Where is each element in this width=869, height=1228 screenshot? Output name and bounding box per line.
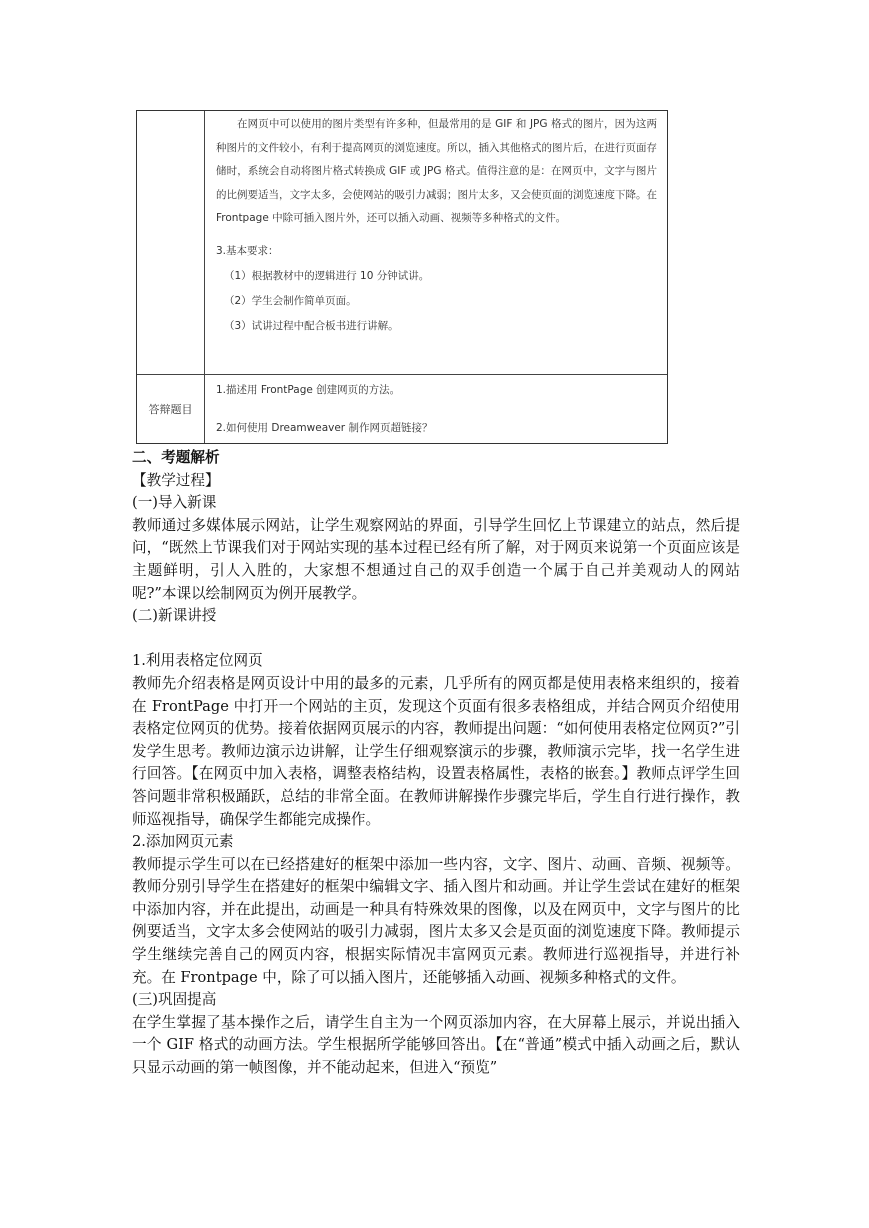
section-title: 二、考题解析 <box>132 449 220 466</box>
defense-question: 2.如何使用 Dreamweaver 制作网页超链接？ <box>216 422 433 434</box>
part3-heading: (三)巩固提高 <box>132 991 217 1009</box>
table-content-cell <box>216 113 657 339</box>
part3-text: 在学生掌握了基本操作之后，请学生自主为一个网页添加内容，在大屏幕上展示，并说出插入一个 GIF 格式的动画方法。学生根据所学能够回答出。【在“普通”模式中插入动画之后，默认只显示动画的第一帧图像，并不能动起来，但进入“预览” <box>132 1013 740 1077</box>
requirement-item: （2）学生会制作简单页面。 <box>224 294 357 307</box>
requirements-title: 3.基本要求： <box>216 244 279 257</box>
table-column-divider <box>204 111 205 443</box>
part2-heading: (二)新课讲授 <box>132 607 217 625</box>
sub2-text: 教师提示学生可以在已经搭建好的框架中添加一些内容，文字、图片、动画、音频、视频等。教师分别引导学生在搭建好的框架中编辑文字、插入图片和动画。并让学生尝试在建好的框架中添加内容，并在此提出，动画是一种具有特殊效果的图像，以及在网页中，文字与图片的比例要适当，文字太多会使网站的吸引力减弱，图片太多又会是页面的浏览速度下降。教师提示学生继续完善自己的网页内容，根据实际情况丰富网页元素。教师进行巡视指导，并进行补充。在 Frontpage 中，除了可以插入图片，还能够插入动画、视频多种格式的文件。 <box>132 855 740 986</box>
sub2-heading: 2.添加网页元素 <box>132 833 234 851</box>
sub1-heading: 1.利用表格定位网页 <box>132 652 263 670</box>
requirements-block <box>216 239 657 339</box>
sub1-text: 教师先介绍表格是网页设计中用的最多的元素，几乎所有的网页都是使用表格来组织的，接着在 FrontPage 中打开一个网站的主页，发现这个页面有很多表格组成，并结合网页介绍使用表格定位网页的优势。接着依据网页展示的内容，教师提出问题：“如何使用表格定位网页?”引发学生思考。教师边演示边讲解，让学生仔细观察演示的步骤，教师演示完毕，找一名学生进行回答。【在网页中加入表格，调整表格结构，设置表格属性，表格的嵌套。】教师点评学生回答问题非常积极踊跃，总结的非常全面。在教师讲解操作步骤完毕后，学生自行进行操作，教师巡视指导，确保学生都能完成操作。 <box>132 674 740 828</box>
spacer <box>132 628 740 651</box>
table-content-paragraph: 在网页中可以使用的图片类型有许多种，但最常用的是 GIF 和 JPG 格式的图片，因为这两种图片的文件较小，有利于提高网页的浏览速度。所以，插入其他格式的图片后，在进行页面存储时，系统会自动将图片格式转换成 GIF 或 JPG 格式。值得注意的是：在网页中，文字与图片的比例要适当，文字太多，会使网站的吸引力减弱；图片太多，又会使页面的浏览速度下降。在 Frontpage 中除可插入图片外，还可以插入动画、视频等多种格式的文件。 <box>216 118 657 224</box>
process-heading: 【教学过程】 <box>132 471 220 489</box>
defense-questions <box>216 378 657 440</box>
requirement-item: （3）试讲过程中配合板书进行讲解。 <box>224 319 399 332</box>
part1-text: 教师通过多媒体展示网站，让学生观察网站的界面，引导学生回忆上节课建立的站点，然后提问，“既然上节课我们对于网站实现的基本过程已经有所了解，对于网页来说第一个页面应该是主题鲜明，引人入胜的，大家想不想通过自己的双手创造一个属于自己并美观动人的网站呢?”本课以绘制网页为例开展教学。 <box>132 516 740 602</box>
defense-label: 答辩题目 <box>148 402 193 416</box>
table-row-divider <box>137 374 667 375</box>
exam-table <box>136 110 668 444</box>
requirement-item: （1）根据教材中的逻辑进行 10 分钟试讲。 <box>224 269 430 282</box>
part1-heading: (一)导入新课 <box>132 494 217 512</box>
analysis-section <box>132 447 740 1080</box>
defense-question: 1.描述用 FrontPage 创建网页的方法。 <box>216 384 401 396</box>
